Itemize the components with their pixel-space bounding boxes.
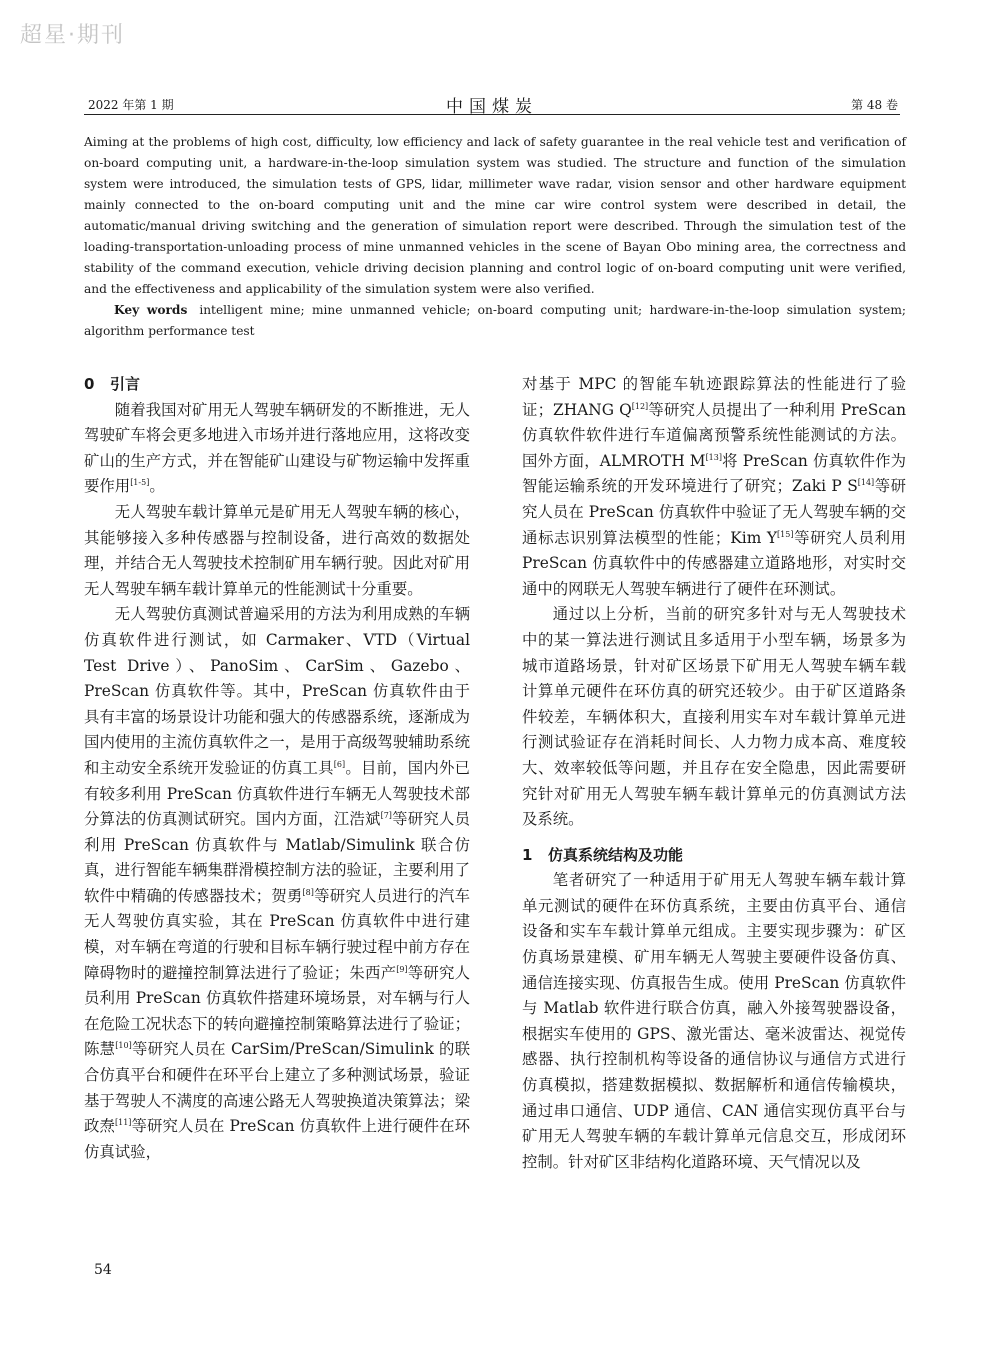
text: 随着我国对矿用无人驾驶车辆研发的不断推进，无人驾驶矿车将会更多地进入市场并进行落地应用，这将改变矿山的生产方式，并在智能矿山建设与矿物运输中发挥重要作用 <box>84 400 470 496</box>
reference-marker: [7] <box>380 811 392 821</box>
reference-marker: [14] <box>857 478 875 488</box>
left-column <box>84 372 470 1165</box>
journal-title: 中国煤炭 <box>446 97 538 117</box>
text: 。 <box>149 477 165 496</box>
reference-marker: [13] <box>705 452 722 462</box>
reference-marker: [8] <box>302 887 314 897</box>
page-number: 54 <box>94 1262 112 1278</box>
section-title: 引言 <box>110 375 141 393</box>
issue-label: 2022 年第 1 期 <box>88 98 174 112</box>
watermark-logo: 超星·期刊 <box>20 23 125 48</box>
reference-marker: [12] <box>631 401 649 411</box>
text: 无人驾驶仿真测试普遍采用的方法为利用成熟的车辆仿真软件进行测试，如 Carmaker、VTD（Virtual Test Drive）、PanoSim、CarSim、Gazebo、PreScan 仿真软件等。其中，PreScan 仿真软件由于具有丰富的场景设计功能和强大的传感器系统，逐渐成为国内使用的主流仿真软件之一，是用于高级驾驶辅助系统和主动安全系统开发验证的仿真工具 <box>84 605 470 777</box>
text: 等研究人员利用 PreScan 仿真软件搭建环境场景，对车辆与行人在危险工况状态下的转向避撞控制策略算法进行了验证；陈慧 <box>84 963 470 1059</box>
keywords-text: intelligent mine; mine unmanned vehicle; on-board computing unit; hardware-in-the-loop simulation system; algorithm performance test <box>84 303 906 338</box>
reference-marker: [1-5] <box>130 478 150 488</box>
reference-marker: [11] <box>115 1118 132 1128</box>
reference-marker: [10] <box>115 1041 132 1051</box>
reference-marker: [6] <box>333 759 346 769</box>
paragraph-continued <box>522 372 906 602</box>
keywords-label: Key words <box>114 303 188 317</box>
paragraph <box>84 602 470 1165</box>
text: 等研究人员提出了一种利用 PreScan仿真软件软件进行车道偏离预警系统性能测试的方法。国外方面，ALMROTH M <box>522 400 906 470</box>
text: 。目前，国内外已有较多利用 PreScan 仿真软件进行车辆无人驾驶技术部分算法的仿真测试研究。国内方面，江浩斌 <box>84 758 470 829</box>
reference-marker: [15] <box>777 529 794 539</box>
text: 等研究人员在 CarSim/PreScan/Simulink 的联合仿真平台和硬件在环平台上建立了多种测试场景，验证基于驾驶人不满度的高速公路无人驾驶换道决策算法；梁政焘 <box>84 1040 470 1136</box>
text: 等研究人员在 PreScan 仿真软件上进行硬件在环仿真试验， <box>84 1117 470 1161</box>
section-number: 0 <box>84 375 95 393</box>
text: 等研究人员利用 PreScan 仿真软件与 Matlab/Simulink 联合仿真，进行智能车辆集群滑模控制方法的验证，主要利用了软件中精确的传感器技术；贺勇 <box>84 810 470 905</box>
paragraph <box>84 398 470 500</box>
paragraph: 通过以上分析，当前的研究多针对与无人驾驶技术中的某一算法进行测试且多适用于小型车辆，场景多为城市道路场景，针对矿区场景下矿用无人驾驶车辆车载计算单元硬件在环仿真的研究还较少。由于矿区道路条件较差，车辆体积大，直接利用实车对车载计算单元进行测试验证存在消耗时间长、人力物力成本高、难度较大、效率较低等问题，并且存在安全隐患，因此需要研究针对矿用无人驾驶车辆车载计算单元的仿真测试方法及系统。 <box>522 605 906 829</box>
section-heading-system-structure <box>522 843 906 869</box>
keywords <box>84 300 906 342</box>
reference-marker: [9] <box>396 964 408 974</box>
right-column <box>522 372 906 1175</box>
section-heading-introduction <box>84 372 470 398</box>
text: 对基于 MPC 的智能车轨迹跟踪算法的性能进行了验证；ZHANG Q <box>522 375 906 419</box>
text: 等研究人员进行的汽车无人驾驶仿真实验，其在 PreScan 仿真软件中进行建模，对车辆在弯道的行驶和目标车辆行驶过程中前方存在障碍物时的避撞控制算法进行了验证；朱西产 <box>84 886 470 982</box>
text: 将 PreScan 仿真软件作为智能运输系统的开发环境进行了研究；Zaki P S <box>522 451 907 496</box>
text: 等研究人员在 PreScan 仿真软件中验证了无人驾驶车辆的交通标志识别算法模型的性能；Kim Y <box>522 477 906 547</box>
paragraph: 无人驾驶车载计算单元是矿用无人驾驶车辆的核心，其能够接入多种传感器与控制设备，进行高效的数据处理，并结合无人驾驶技术控制矿用车辆行驶。因此对矿用无人驾驶车辆车载计算单元的性能测试十分重要。 <box>84 502 470 598</box>
abstract-text: Aiming at the problems of high cost, difficulty, low efficiency and lack of safety guarantee in the real vehicle test and verification of on-board computing unit, a hardware-in-the-loop simulation system was studied. The structure and function of the simulation system were introduced, the simulation tests of GPS, lidar, millimeter wave radar, vision sensor and other hardware equipment mainly connected to the on-board computing unit and the mine car wire control system were described in detail, the automatic/manual driving switching and the generation of simulation report were described. Through the simulation test of the loading-transportation-unloading process of mine unmanned vehicles in the scene of Bayan Obo mining area, the correctness and stability of the command execution, vehicle driving decision planning and control logic of on-board computing unit were verified, and the effectiveness and applicability of the simulation system were also verified. <box>84 135 906 296</box>
text: 等研究人员利用 PreScan 仿真软件中的传感器建立道路地形，对实时交通中的网联无人驾驶车辆进行了硬件在环测试。 <box>522 528 906 598</box>
volume-label: 第 48 卷 <box>851 98 898 112</box>
section-title: 仿真系统结构及功能 <box>548 845 684 864</box>
section-number: 1 <box>522 845 533 864</box>
running-header <box>84 92 900 115</box>
paragraph: 笔者研究了一种适用于矿用无人驾驶车辆车载计算单元测试的硬件在环仿真系统，主要由仿真平台、通信设备和实车车载计算单元组成。主要实现步骤为：矿区仿真场景建模、矿用车辆无人驾驶主要硬件设备仿真、通信连接实现、仿真报告生成。使用 PreScan 仿真软件与 Matlab 软件进行联合仿真，融入外接驾驶器设备，根据实车使用的 GPS、激光雷达、毫米波雷达、视觉传感器、执行控制机构等设备的通信协议与通信方式进行仿真模拟，搭建数据模拟、数据解析和通信传输模块，通过串口通信、UDP 通信、CAN 通信实现仿真平台与矿用无人驾驶车辆的车载计算单元信息交互，形成闭环控制。针对矿区非结构化道路环境、天气情况以及 <box>522 871 906 1171</box>
